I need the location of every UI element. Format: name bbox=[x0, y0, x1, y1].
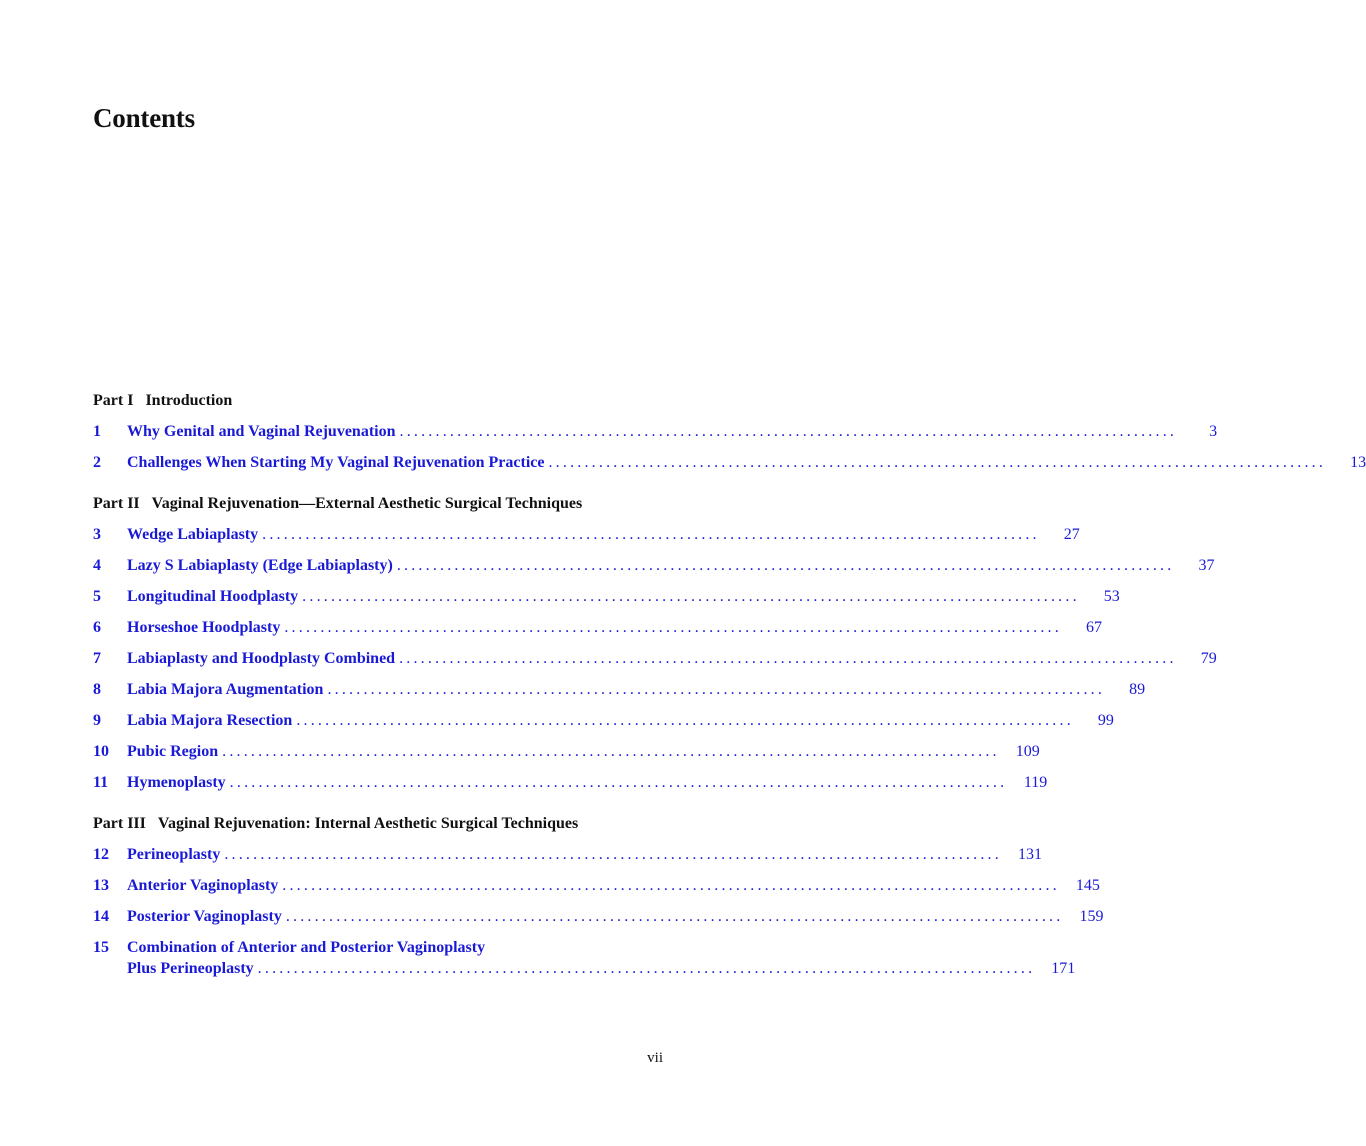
toc-entry[interactable] bbox=[93, 519, 1080, 550]
part-title: Vaginal Rejuvenation—External Aesthetic Surgical Techniques bbox=[151, 495, 583, 512]
dot-leader: ............................................................................................................ bbox=[548, 454, 1327, 471]
chapter-title-link[interactable]: Why Genital and Vaginal Rejuvenation bbox=[127, 423, 396, 440]
chapter-number: 12 bbox=[93, 846, 109, 863]
page-number-link[interactable]: 131 bbox=[1017, 846, 1042, 863]
chapter-number: 4 bbox=[93, 557, 101, 574]
chapter-title-link[interactable]: Horseshoe Hoodplasty bbox=[127, 619, 281, 636]
chapter-number: 10 bbox=[93, 743, 109, 760]
dot-leader: ............................................................................................................ bbox=[399, 650, 1177, 667]
page-number-link[interactable]: 3 bbox=[1209, 423, 1218, 440]
chapter-title-link[interactable]: Labia Majora Augmentation bbox=[127, 681, 324, 698]
chapter-number: 5 bbox=[93, 588, 101, 605]
dot-leader: ............................................................................................................ bbox=[229, 774, 1008, 791]
chapter-number: 14 bbox=[93, 908, 109, 925]
dot-leader: ............................................................................................................ bbox=[285, 908, 1064, 925]
toc-entry[interactable] bbox=[93, 767, 1048, 798]
page-title: Contents bbox=[93, 103, 195, 133]
chapter-title-link[interactable]: Labiaplasty and Hoodplasty Combined bbox=[127, 650, 396, 667]
chapter-title-link[interactable]: Longitudinal Hoodplasty bbox=[127, 588, 299, 605]
dot-leader: ............................................................................................................ bbox=[262, 526, 1040, 543]
toc-entry[interactable] bbox=[93, 839, 1042, 870]
page-number-link[interactable]: 13 bbox=[1350, 454, 1366, 471]
page-number-link[interactable]: 159 bbox=[1079, 908, 1104, 925]
page-number-link[interactable]: 89 bbox=[1129, 681, 1146, 698]
page-number-link[interactable]: 171 bbox=[1051, 960, 1076, 977]
chapter-number: 9 bbox=[93, 712, 101, 729]
page-number-link[interactable]: 145 bbox=[1075, 877, 1100, 894]
chapter-title-link[interactable]: Anterior Vaginoplasty bbox=[127, 877, 279, 894]
chapter-title-link[interactable]: Challenges When Starting My Vaginal Rejuvenation Practice bbox=[127, 454, 545, 471]
toc-entry[interactable] bbox=[93, 416, 1218, 447]
dot-leader: ............................................................................................................ bbox=[302, 588, 1080, 605]
dot-leader: ............................................................................................................ bbox=[327, 681, 1106, 698]
chapter-title-link[interactable]: Pubic Region bbox=[127, 743, 219, 760]
dot-leader: ............................................................................................................ bbox=[296, 712, 1074, 729]
part-label: Part III bbox=[93, 815, 146, 832]
chapter-title-link[interactable]: Hymenoplasty bbox=[127, 774, 226, 791]
dot-leader: ............................................................................................................ bbox=[224, 846, 1002, 863]
part-title: Vaginal Rejuvenation: Internal Aesthetic Surgical Techniques bbox=[157, 815, 579, 832]
toc-entry[interactable] bbox=[93, 581, 1120, 612]
part-heading bbox=[93, 809, 663, 839]
part-label: Part I bbox=[93, 392, 134, 409]
chapter-number: 6 bbox=[93, 619, 101, 636]
page-number-link[interactable]: 119 bbox=[1023, 774, 1048, 791]
chapter-title-link[interactable]: Lazy S Labiaplasty (Edge Labiaplasty) bbox=[127, 557, 393, 574]
chapter-number: 15 bbox=[93, 939, 109, 956]
dot-leader: ............................................................................................................ bbox=[284, 619, 1062, 636]
part-heading bbox=[93, 489, 663, 519]
toc-entry[interactable] bbox=[93, 870, 1100, 901]
page-number-link[interactable]: 109 bbox=[1015, 743, 1040, 760]
dot-leader: ............................................................................................................ bbox=[396, 557, 1175, 574]
toc-entry[interactable] bbox=[93, 932, 1076, 982]
dot-leader: ............................................................................................................ bbox=[282, 877, 1060, 894]
page-number-link[interactable]: 99 bbox=[1097, 712, 1114, 729]
chapter-title-link[interactable]: Labia Majora Resection bbox=[127, 712, 293, 729]
page-number-link[interactable]: 37 bbox=[1198, 557, 1215, 574]
chapter-title-link[interactable]: Wedge Labiaplasty bbox=[127, 526, 259, 543]
dot-leader: ............................................................................................................ bbox=[399, 423, 1178, 440]
chapter-title-link[interactable]: Perineoplasty bbox=[127, 846, 221, 863]
part-heading bbox=[93, 386, 663, 416]
part-title: Introduction bbox=[145, 392, 233, 409]
chapter-title-link[interactable]: Posterior Vaginoplasty bbox=[127, 908, 282, 925]
dot-leader: ............................................................................................................ bbox=[222, 743, 1000, 760]
page-folio: vii bbox=[647, 1050, 663, 1066]
toc-entry[interactable] bbox=[93, 643, 1217, 674]
chapter-number: 2 bbox=[93, 454, 101, 471]
chapter-number: 13 bbox=[93, 877, 109, 894]
toc-entry[interactable] bbox=[93, 705, 1114, 736]
chapter-number: 7 bbox=[93, 650, 101, 667]
toc-entry[interactable] bbox=[93, 550, 1215, 581]
page-number-link[interactable]: 27 bbox=[1063, 526, 1080, 543]
chapter-title-link-line1[interactable]: Combination of Anterior and Posterior Vaginoplasty bbox=[127, 939, 486, 956]
toc-entry[interactable] bbox=[93, 674, 1146, 705]
chapter-number: 1 bbox=[93, 423, 101, 440]
chapter-number: 3 bbox=[93, 526, 101, 543]
chapter-number: 8 bbox=[93, 681, 101, 698]
chapter-title-link[interactable]: Plus Perineoplasty bbox=[127, 960, 254, 977]
chapter-number: 11 bbox=[93, 774, 109, 791]
part-label: Part II bbox=[93, 495, 140, 512]
page-number-link[interactable]: 53 bbox=[1103, 588, 1120, 605]
toc-entry[interactable] bbox=[93, 447, 1366, 478]
toc-entry[interactable] bbox=[93, 901, 1104, 932]
page-number-link[interactable]: 79 bbox=[1200, 650, 1217, 667]
table-of-contents bbox=[93, 386, 1366, 982]
page-number-link[interactable]: 67 bbox=[1085, 619, 1102, 636]
dot-leader: ............................................................................................................ bbox=[257, 960, 1036, 977]
toc-entry[interactable] bbox=[93, 736, 1040, 767]
toc-entry[interactable] bbox=[93, 612, 1102, 643]
